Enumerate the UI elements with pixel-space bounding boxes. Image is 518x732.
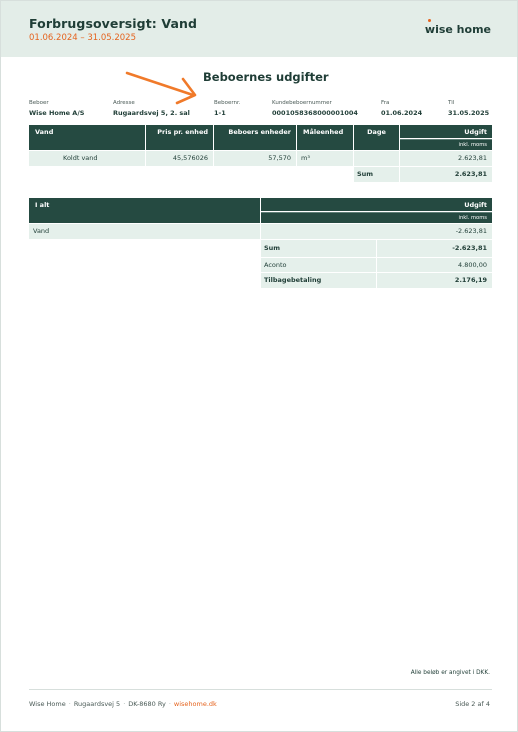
header-ialt-udgift-sub: inkl. moms bbox=[261, 212, 492, 223]
header-maaleenhed: Måleenhed bbox=[297, 125, 353, 150]
row-koldt-vand-maaleenhed: m³ bbox=[297, 151, 353, 166]
footer-city: DK-8680 Ry bbox=[128, 700, 166, 708]
info-til bbox=[448, 100, 489, 117]
row-koldt-vand-enheder: 57,570 bbox=[214, 151, 296, 166]
page-header bbox=[1, 1, 517, 57]
header-ialt: I alt bbox=[29, 198, 260, 223]
footer-separator-icon: · bbox=[68, 700, 71, 708]
currency-note: Alle beløb er angivet i DKK. bbox=[410, 670, 490, 676]
fra-label: Fra bbox=[381, 100, 390, 106]
adresse-value: Rugaardsvej 5, 2. sal bbox=[113, 109, 190, 117]
footer-divider bbox=[29, 689, 492, 690]
row-koldt-vand-dage bbox=[354, 151, 399, 166]
table1-sum-value: 2.623,81 bbox=[400, 167, 492, 182]
info-kundenr bbox=[272, 100, 358, 117]
header-vand: Vand bbox=[29, 125, 145, 150]
tilbagebetaling-label: Tilbagebetaling bbox=[261, 273, 376, 288]
header-dage: Dage bbox=[354, 125, 399, 150]
aconto-label: Aconto bbox=[261, 258, 376, 272]
adresse-label: Adresse bbox=[113, 100, 135, 106]
table1-sum-label: Sum bbox=[354, 167, 399, 182]
kundenr-value: 0001058368000001004 bbox=[272, 109, 358, 117]
header-pris: Pris pr. enhed bbox=[146, 125, 213, 150]
beboer-label: Beboer bbox=[29, 100, 49, 106]
tilbagebetaling-value: 2.176,19 bbox=[377, 273, 492, 288]
header-ialt-udgift: Udgift bbox=[261, 198, 492, 211]
ialt-sum-value: -2.623,81 bbox=[377, 240, 492, 257]
ialt-sum-label: Sum bbox=[261, 240, 376, 257]
row-koldt-vand-name: Koldt vand bbox=[29, 151, 145, 166]
footer-separator-icon: · bbox=[168, 700, 171, 708]
ialt-row-vand-value: -2.623,81 bbox=[261, 224, 492, 239]
footer-address: Rugaardsvej 5 bbox=[73, 700, 121, 708]
footer-separator-icon: · bbox=[123, 700, 126, 708]
info-fra bbox=[381, 100, 422, 117]
beboer-value: Wise Home A/S bbox=[29, 109, 85, 117]
header-enheder: Beboers enheder bbox=[214, 125, 296, 150]
kundenr-label: Kundebeboernummer bbox=[272, 100, 332, 106]
footer-website-link[interactable]: wisehome.dk bbox=[173, 700, 217, 708]
orange-arrow-icon bbox=[121, 65, 201, 105]
page-footer bbox=[29, 700, 217, 708]
document-period: 01.06.2024 – 31.05.2025 bbox=[29, 33, 136, 43]
fra-value: 01.06.2024 bbox=[381, 109, 423, 117]
page-number: Side 2 af 4 bbox=[455, 700, 490, 708]
info-beboer bbox=[29, 100, 84, 117]
wise-home-logo bbox=[425, 23, 491, 36]
footer-company: Wise Home bbox=[29, 700, 66, 708]
header-udgift-sub: inkl. moms bbox=[400, 139, 492, 150]
info-adresse bbox=[113, 100, 190, 117]
info-beboernr bbox=[214, 100, 241, 117]
header-udgift: Udgift bbox=[400, 125, 492, 138]
document-title: Forbrugsoversigt: Vand bbox=[29, 16, 198, 31]
logo-dot-icon bbox=[428, 19, 431, 22]
til-label: Til bbox=[448, 100, 455, 106]
ialt-row-vand-label: Vand bbox=[29, 224, 260, 239]
beboernr-value: 1-1 bbox=[214, 109, 226, 117]
til-value: 31.05.2025 bbox=[448, 109, 490, 117]
row-koldt-vand-pris: 45,576026 bbox=[146, 151, 213, 166]
row-koldt-vand-udgift: 2.623,81 bbox=[400, 151, 492, 166]
logo-text: wise home bbox=[424, 23, 491, 36]
beboernr-label: Beboernr. bbox=[214, 100, 241, 106]
aconto-value: 4.800,00 bbox=[377, 258, 492, 272]
section-title: Beboernes udgifter bbox=[203, 70, 329, 84]
